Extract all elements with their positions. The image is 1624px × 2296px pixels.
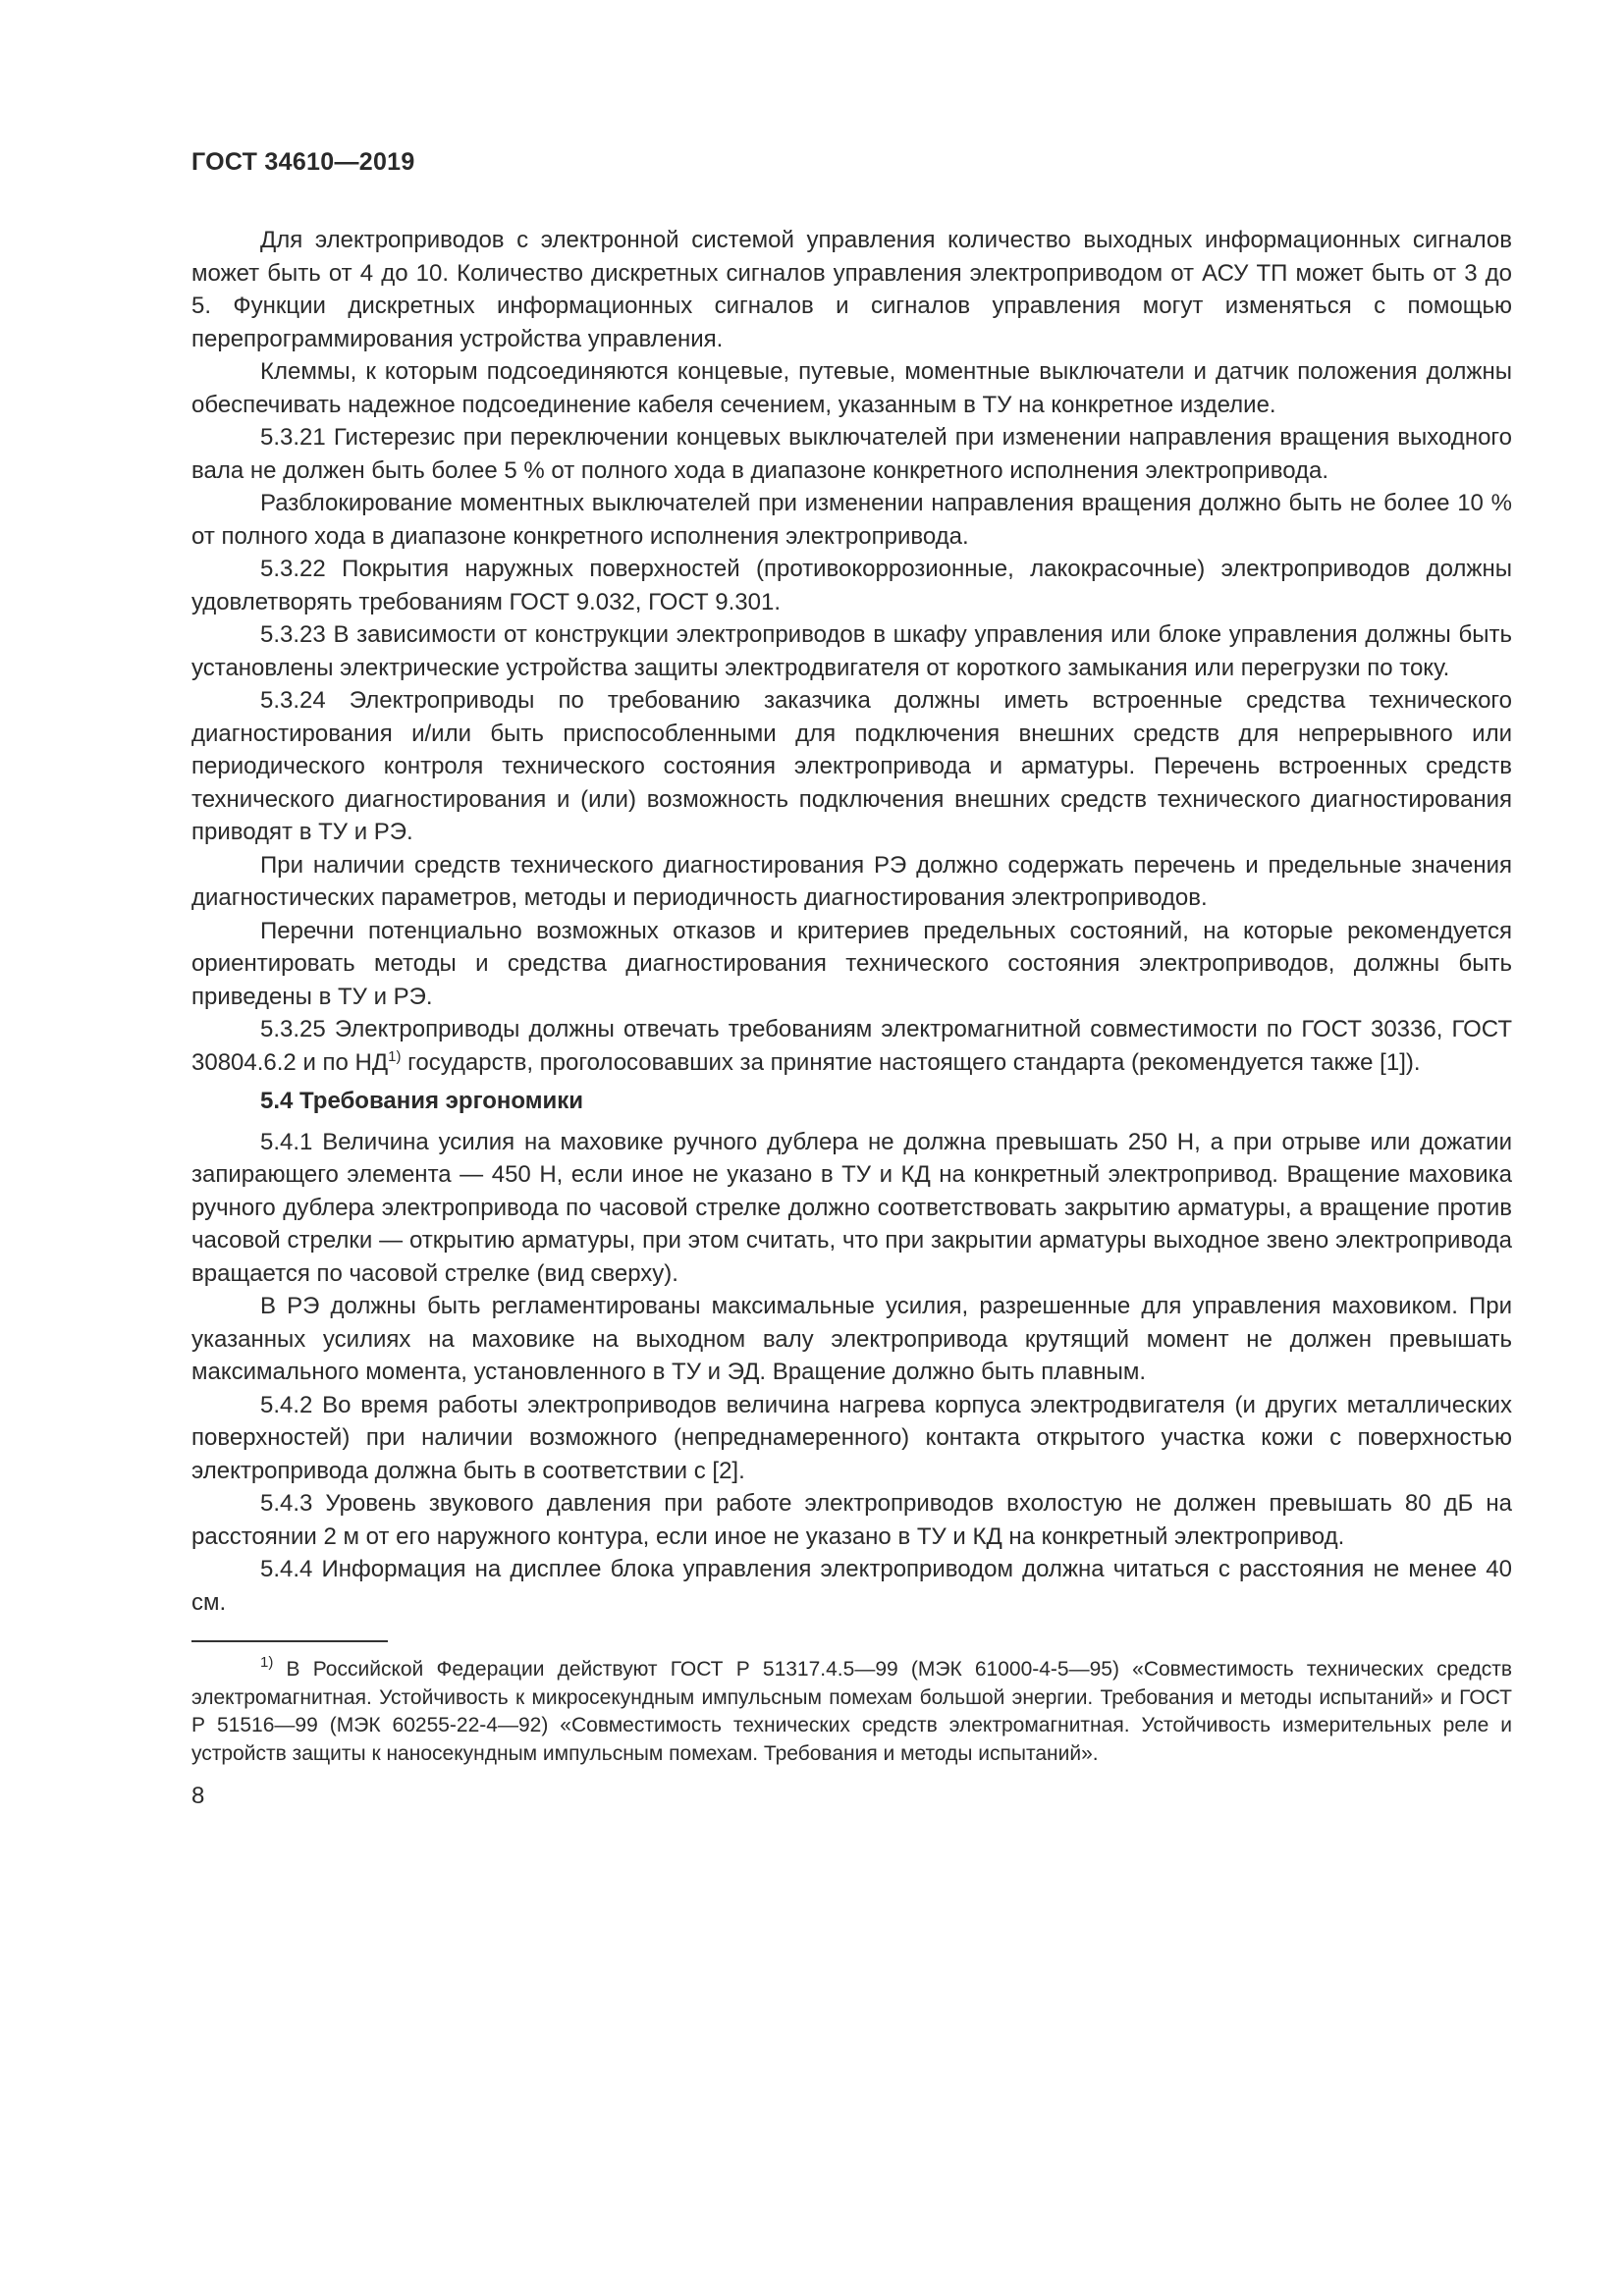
paragraph-5-4-3: 5.4.3 Уровень звукового давления при работе электроприводов вхолостую не должен превышать 80 дБ на расстоянии 2 м от его наружного контура, если иное не указано в ТУ и КД на конкретный электропривод. [191,1490,1512,1550]
paragraph-5-3-25 [191,1013,1512,1079]
paragraph-5-4-2: 5.4.2 Во время работы электроприводов величина нагрева корпуса электродвигателя (и других металлических поверхностей) при наличии возможного (непреднамеренного) контакта открытого участка кожи с поверхностью электропривода должна быть в соответствии с [2]. [191,1391,1512,1484]
paragraph-5-4-1: 5.4.1 Величина усилия на маховике ручного дублера не должна превышать 250 Н, а при отрыве или дожатии запирающего элемента — 450 Н, если иное не указано в ТУ и КД на конкретный электропривод. Вращение маховика ручного дублера электропривода по часовой стрелке должно соответствовать закрытию арматуры, а вращение против часовой стрелки — открытию арматуры, при этом считать, что при закрытии арматуры выходное звено электропривода вращается по часовой стрелке (вид сверху). [191,1128,1512,1287]
paragraph-5-4-4: 5.4.4 Информация на дисплее блока управления электроприводом должна читаться с расстояния не менее 40 см. [191,1556,1512,1616]
paragraph-diagnostics-params: При наличии средств технического диагностирования РЭ должно содержать перечень и предельные значения диагностических параметров, методы и периодичность диагностирования электроприводов. [191,851,1512,911]
paragraph-failure-lists: Перечни потенциально возможных отказов и критериев предельных состояний, на которые рекомендуется ориентировать методы и средства диагностирования технического состояния электроприводов, должны быть приведены в ТУ и РЭ. [191,917,1512,1010]
document-id-header: ГОСТ 34610—2019 [191,148,415,176]
section-heading-5-4: 5.4 Требования эргономики [260,1088,584,1114]
footnote-text: В Российской Федерации действуют ГОСТ Р 51317.4.5—99 (МЭК 61000-4-5—95) «Совместимость технических средств электромагнитная. Устойчивость к микросекундным импульсным помехам большой энергии. Требования и методы испытаний» и ГОСТ Р 51516—99 (МЭК 60255-22-4—92) «Совместимость технических средств электромагнитная. Устойчивость измерительных реле и устройств защиты к наносекундным импульсным помехам. Требования и методы испытаний». [191,1658,1512,1765]
paragraph-5-3-21: 5.3.21 Гистерезис при переключении концевых выключателей при изменении направления вращения выходного вала не должен быть более 5 % от полного хода в диапазоне конкретного исполнения электропривода. [191,424,1512,484]
footnote-divider [191,1640,388,1642]
paragraph-torque-switch-unlock: Разблокирование моментных выключателей при изменении направления вращения должно быть не более 10 % от полного хода в диапазоне конкретного исполнения электропривода. [191,490,1512,550]
paragraph-5-3-23: 5.3.23 В зависимости от конструкции электроприводов в шкафу управления или блоке управления должны быть установлены электрические устройства защиты электродвигателя от короткого замыкания или перегрузки по току. [191,621,1512,681]
paragraph-5-3-22: 5.3.22 Покрытия наружных поверхностей (противокоррозионные, лакокрасочные) электроприводов должны удовлетворять требованиям ГОСТ 9.032, ГОСТ 9.301. [191,556,1512,615]
paragraph-terminals: Клеммы, к которым подсоединяются концевые, путевые, моментные выключатели и датчик положения должны обеспечивать надежное подсоединение кабеля сечением, указанным в ТУ на конкретное изделие. [191,358,1512,418]
footnote-reference-mark: 1) [388,1047,402,1065]
paragraph-5-3-24: 5.3.24 Электроприводы по требованию заказчика должны иметь встроенные средства технического диагностирования и/или быть приспособленными для подключения внешних средств для непрерывного или периодического контроля технического состояния электропривода и арматуры. Перечень встроенных средств технического диагностирования и (или) возможность подключения внешних средств технического диагностирования приводят в ТУ и РЭ. [191,687,1512,845]
paragraph-handwheel-effort: В РЭ должны быть регламентированы максимальные усилия, разрешенные для управления маховиком. При указанных усилиях на маховике на выходном валу электропривода крутящий момент не должен превышать максимального момента, установленного в ТУ и ЭД. Вращение должно быть плавным. [191,1293,1512,1385]
footnote-mark: 1) [260,1654,274,1671]
paragraph-signals-count: Для электроприводов с электронной системой управления количество выходных информационных сигналов может быть от 4 до 10. Количество дискретных сигналов управления электроприводом от АСУ ТП может быть от 3 до 5. Функции дискретных информационных сигналов и сигналов управления могут изменяться с помощью перепрограммирования устройства управления. [191,227,1512,352]
page-number: 8 [191,1783,205,1809]
footnote [191,1656,1512,1768]
paragraph-5-3-25-text-start: 5.3.25 Электроприводы должны отвечать требованиям электромагнитной совместимости по ГОСТ 30336, ГОСТ 30804.6.2 и по НД [191,1016,1512,1076]
paragraph-5-3-25-text-end: государств, проголосовавших за принятие настоящего стандарта (рекомендуется также [1]). [401,1048,1421,1076]
document-page [191,147,1512,1811]
